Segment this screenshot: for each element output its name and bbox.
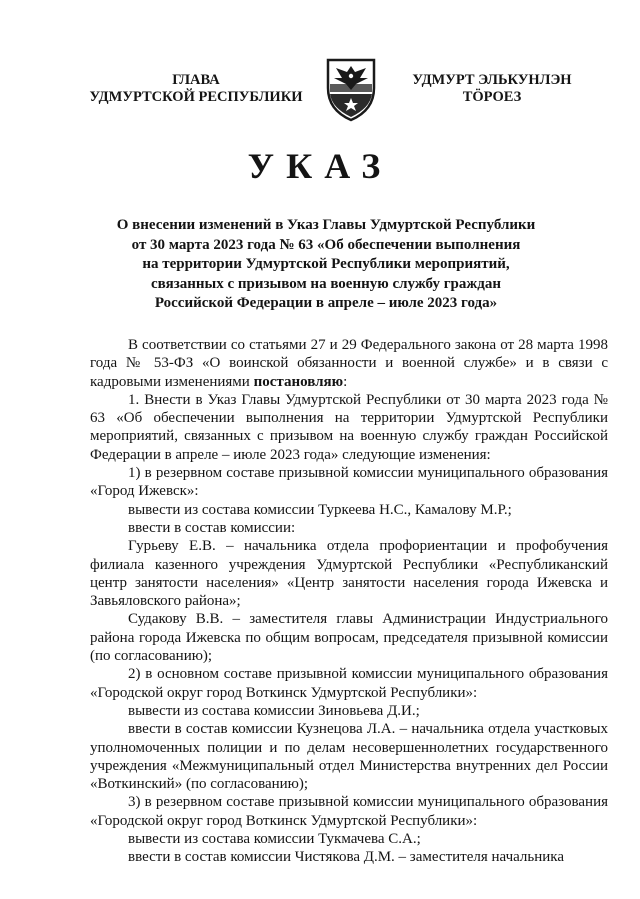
paragraph: ввести в состав комиссии Кузнецова Л.А. – начальника отдела участковых уполномоченных полиции и по делам несовершеннолетних государственного учреждения «Межмуниципальный отдел Министерства внутренних дел России «Воткинский» (по согласованию); [90,721,608,793]
document-title: УКАЗ [247,146,393,186]
paragraph: 1. Внести в Указ Главы Удмуртской Республики от 30 марта 2023 года № 63 «Об обеспечении выполнения на территории Удмуртской Республики мероприятий, связанных с призывом на военную службу граждан Российской Федерации в апреле – июле 2023 года» следующие изменения: [90,391,608,463]
preamble-text: В соответствии со статьями 27 и 29 Федерального закона от 28 марта 1998 года № 53-ФЗ «О воинской обязанности и военной службе» и в связи с кадровыми изменениями [90,337,608,390]
issuer-ru [80,72,312,106]
preamble-paragraph [90,336,608,391]
paragraph: 2) в основном составе призывной комиссии муниципального образования «Городской округ город Воткинск Удмуртской Республики»: [90,666,608,701]
paragraph: Судакову В.В. – заместителя главы Администрации Индустриального района города Ижевска по общим вопросам, председателя призывной комиссии (по согласованию); [90,611,608,665]
subject-line: О внесении изменений в Указ Главы Удмуртской Республики [116,217,536,233]
paragraph: ввести в состав комиссии: [128,519,296,536]
issuer-udm-line2: ТÖРОЕЗ [462,89,522,105]
issuer-udm [402,72,582,106]
paragraph: 3) в резервном составе призывной комиссии муниципального образования «Городской округ город Воткинск Удмуртской Республики»: [90,794,608,829]
paragraph: Гурьеву Е.В. – начальника отдела профориентации и профобучения филиала казенного учреждения Удмуртской Республики «Республиканский центр занятости населения» «Центр занятости населения города Ижевска и Завьяловского района»; [90,538,608,610]
subject-line: на территории Удмуртской Республики мероприятий, [142,256,510,273]
decree-colon: : [343,373,348,390]
paragraph: 1) в резервном составе призывной комиссии муниципального образования «Город Ижевск»: [90,465,608,500]
paragraph: вывести из состава комиссии Тукмачева С.А.; [128,831,421,848]
subject-line: Российской Федерации в апреле – июле 2023 года» [154,295,498,312]
paragraph: вывести из состава комиссии Туркеева Н.С., Камалову М.Р.; [128,501,512,518]
paragraph: ввести в состав комиссии Чистякова Д.М. – заместителя начальника [128,849,565,866]
decree-word: постановляю [253,373,344,390]
coat-of-arms-icon [322,54,380,122]
subject-line: связанных с призывом на военную службу граждан [151,275,501,292]
document-subject [96,216,556,314]
document-body [90,336,608,867]
issuer-ru-line2: УДМУРТСКОЙ РЕСПУБЛИКИ [89,89,303,105]
paragraph: вывести из состава комиссии Зиновьева Д.И.; [128,702,420,719]
issuer-udm-line1: УДМУРТ ЭЛЬКУНЛЭН [412,72,572,88]
subject-line: от 30 марта 2023 года № 63 «Об обеспечении выполнения [131,236,521,253]
issuer-ru-line1: ГЛАВА [172,72,220,88]
